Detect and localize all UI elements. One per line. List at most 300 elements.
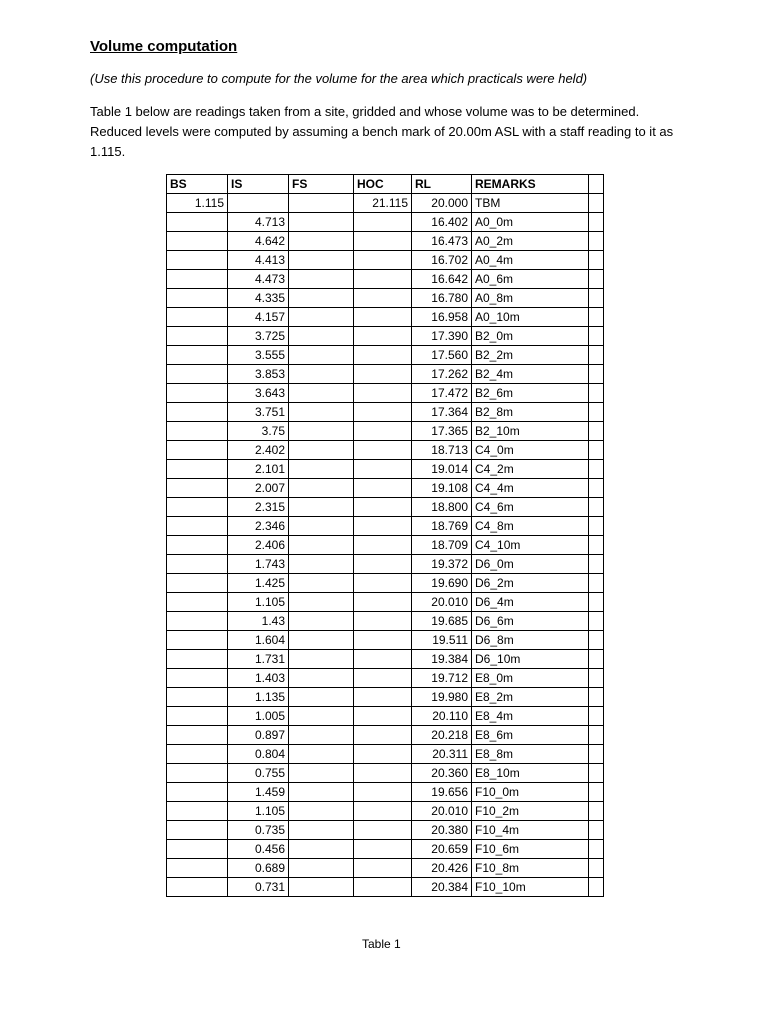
cell-fs [289,270,354,289]
cell-fs [289,498,354,517]
cell-remarks: E8_2m [472,688,589,707]
table-row [167,384,604,403]
cell-rl: 16.702 [412,251,472,270]
cell-hoc [354,840,412,859]
cell-bs [167,555,228,574]
cell-is: 1.425 [228,574,289,593]
cell-extra [589,669,604,688]
cell-bs [167,574,228,593]
cell-extra [589,327,604,346]
cell-fs [289,460,354,479]
cell-remarks: A0_6m [472,270,589,289]
cell-extra [589,289,604,308]
cell-rl: 16.958 [412,308,472,327]
cell-remarks: D6_2m [472,574,589,593]
cell-is: 4.713 [228,213,289,232]
cell-hoc [354,289,412,308]
cell-bs [167,612,228,631]
cell-bs [167,593,228,612]
cell-extra [589,213,604,232]
cell-bs [167,232,228,251]
cell-fs [289,726,354,745]
cell-hoc [354,688,412,707]
cell-extra [589,593,604,612]
table-row [167,422,604,441]
cell-remarks: E8_4m [472,707,589,726]
table-row [167,745,604,764]
cell-hoc [354,517,412,536]
cell-bs [167,707,228,726]
cell-is: 1.604 [228,631,289,650]
cell-is: 4.473 [228,270,289,289]
cell-hoc [354,612,412,631]
cell-is: 1.43 [228,612,289,631]
table-row [167,574,604,593]
cell-extra [589,612,604,631]
cell-hoc [354,498,412,517]
readings-table [166,174,604,897]
table-row [167,232,604,251]
cell-fs [289,631,354,650]
cell-hoc [354,441,412,460]
cell-fs [289,707,354,726]
cell-extra [589,441,604,460]
cell-fs [289,783,354,802]
cell-fs [289,612,354,631]
cell-remarks: B2_2m [472,346,589,365]
cell-hoc [354,593,412,612]
cell-hoc: 21.115 [354,194,412,213]
cell-fs [289,213,354,232]
cell-bs [167,764,228,783]
page-heading: Volume computation [90,38,238,55]
cell-remarks: C4_2m [472,460,589,479]
cell-rl: 19.980 [412,688,472,707]
cell-fs [289,194,354,213]
cell-bs [167,783,228,802]
cell-rl: 17.390 [412,327,472,346]
table-row [167,707,604,726]
cell-rl: 20.010 [412,593,472,612]
cell-fs [289,365,354,384]
cell-rl: 18.800 [412,498,472,517]
cell-remarks: F10_8m [472,859,589,878]
table-row [167,479,604,498]
cell-is: 0.897 [228,726,289,745]
cell-extra [589,346,604,365]
table-row [167,327,604,346]
cell-extra [589,707,604,726]
table-row [167,441,604,460]
cell-is: 0.804 [228,745,289,764]
table-row [167,802,604,821]
cell-hoc [354,745,412,764]
cell-bs [167,498,228,517]
table-row [167,365,604,384]
cell-is: 1.005 [228,707,289,726]
cell-is: 0.689 [228,859,289,878]
cell-rl: 20.426 [412,859,472,878]
table-row [167,194,604,213]
cell-extra [589,650,604,669]
cell-is: 4.413 [228,251,289,270]
cell-hoc [354,213,412,232]
cell-hoc [354,270,412,289]
table-row [167,859,604,878]
cell-hoc [354,669,412,688]
table-row [167,764,604,783]
table-body [167,194,604,897]
cell-rl: 20.380 [412,821,472,840]
cell-fs [289,745,354,764]
cell-rl: 19.014 [412,460,472,479]
cell-extra [589,308,604,327]
cell-fs [289,403,354,422]
cell-bs [167,289,228,308]
table-row [167,460,604,479]
cell-extra [589,802,604,821]
cell-extra [589,574,604,593]
cell-bs [167,669,228,688]
cell-rl: 16.642 [412,270,472,289]
cell-bs [167,726,228,745]
cell-fs [289,232,354,251]
cell-hoc [354,365,412,384]
cell-bs [167,688,228,707]
cell-hoc [354,460,412,479]
procedure-note: (Use this procedure to compute for the volume for the area which practicals were held) [90,71,588,86]
cell-fs [289,441,354,460]
header-remarks: REMARKS [472,175,589,194]
cell-hoc [354,346,412,365]
cell-remarks: B2_10m [472,422,589,441]
cell-extra [589,764,604,783]
table-row [167,213,604,232]
table-row [167,878,604,897]
cell-bs [167,517,228,536]
cell-hoc [354,574,412,593]
cell-fs [289,422,354,441]
cell-remarks: B2_6m [472,384,589,403]
header-bs: BS [167,175,228,194]
table-row [167,726,604,745]
cell-remarks: TBM [472,194,589,213]
cell-is: 2.101 [228,460,289,479]
table-row [167,593,604,612]
cell-extra [589,726,604,745]
cell-extra [589,745,604,764]
cell-is: 0.731 [228,878,289,897]
cell-hoc [354,308,412,327]
table-header-row [167,175,604,194]
cell-fs [289,688,354,707]
header-extra [589,175,604,194]
cell-hoc [354,232,412,251]
cell-hoc [354,327,412,346]
cell-extra [589,232,604,251]
cell-extra [589,365,604,384]
table-row [167,783,604,802]
table-row [167,403,604,422]
cell-bs [167,878,228,897]
cell-bs [167,403,228,422]
table-row [167,536,604,555]
cell-rl: 19.712 [412,669,472,688]
cell-extra [589,631,604,650]
cell-fs [289,574,354,593]
cell-remarks: B2_8m [472,403,589,422]
cell-rl: 17.364 [412,403,472,422]
cell-rl: 20.000 [412,194,472,213]
cell-hoc [354,650,412,669]
cell-rl: 17.472 [412,384,472,403]
header-hoc: HOC [354,175,412,194]
header-is: IS [228,175,289,194]
cell-bs [167,650,228,669]
table-row [167,498,604,517]
cell-hoc [354,384,412,403]
cell-remarks: B2_0m [472,327,589,346]
cell-hoc [354,707,412,726]
cell-rl: 17.262 [412,365,472,384]
cell-fs [289,669,354,688]
cell-rl: 18.769 [412,517,472,536]
cell-fs [289,517,354,536]
table-row [167,840,604,859]
cell-hoc [354,251,412,270]
table-row [167,251,604,270]
table-row [167,270,604,289]
table-row [167,821,604,840]
cell-hoc [354,403,412,422]
cell-bs: 1.115 [167,194,228,213]
cell-is: 4.335 [228,289,289,308]
cell-rl: 17.365 [412,422,472,441]
cell-is: 2.007 [228,479,289,498]
cell-is: 1.403 [228,669,289,688]
cell-rl: 17.560 [412,346,472,365]
cell-is: 1.743 [228,555,289,574]
cell-hoc [354,726,412,745]
header-fs: FS [289,175,354,194]
cell-hoc [354,802,412,821]
cell-hoc [354,631,412,650]
cell-hoc [354,536,412,555]
cell-rl: 16.780 [412,289,472,308]
cell-hoc [354,878,412,897]
cell-remarks: A0_8m [472,289,589,308]
table-row [167,631,604,650]
cell-rl: 20.659 [412,840,472,859]
cell-hoc [354,422,412,441]
cell-is: 4.157 [228,308,289,327]
cell-hoc [354,859,412,878]
cell-extra [589,479,604,498]
cell-bs [167,270,228,289]
cell-fs [289,479,354,498]
cell-remarks: B2_4m [472,365,589,384]
cell-remarks: E8_6m [472,726,589,745]
cell-fs [289,536,354,555]
cell-bs [167,460,228,479]
table-row [167,650,604,669]
cell-is: 0.755 [228,764,289,783]
cell-remarks: D6_0m [472,555,589,574]
cell-bs [167,745,228,764]
cell-extra [589,194,604,213]
table-row [167,612,604,631]
table-caption: Table 1 [362,937,401,951]
table-row [167,308,604,327]
cell-bs [167,365,228,384]
cell-bs [167,308,228,327]
cell-remarks: A0_0m [472,213,589,232]
cell-remarks: E8_8m [472,745,589,764]
cell-is: 2.346 [228,517,289,536]
cell-extra [589,403,604,422]
cell-rl: 20.360 [412,764,472,783]
cell-remarks: D6_8m [472,631,589,650]
cell-rl: 19.656 [412,783,472,802]
cell-hoc [354,764,412,783]
cell-fs [289,327,354,346]
cell-fs [289,308,354,327]
cell-is: 3.75 [228,422,289,441]
cell-fs [289,764,354,783]
cell-rl: 19.690 [412,574,472,593]
cell-remarks: A0_4m [472,251,589,270]
cell-extra [589,536,604,555]
cell-bs [167,346,228,365]
cell-extra [589,498,604,517]
cell-is: 1.105 [228,593,289,612]
cell-bs [167,251,228,270]
cell-hoc [354,821,412,840]
table-row [167,346,604,365]
cell-hoc [354,479,412,498]
cell-is: 3.725 [228,327,289,346]
cell-rl: 19.685 [412,612,472,631]
cell-fs [289,859,354,878]
cell-rl: 19.108 [412,479,472,498]
cell-rl: 20.384 [412,878,472,897]
cell-is: 2.402 [228,441,289,460]
cell-fs [289,384,354,403]
cell-is: 2.406 [228,536,289,555]
cell-rl: 19.372 [412,555,472,574]
cell-remarks: D6_6m [472,612,589,631]
cell-bs [167,821,228,840]
cell-extra [589,555,604,574]
cell-is: 3.853 [228,365,289,384]
cell-fs [289,555,354,574]
cell-bs [167,802,228,821]
cell-bs [167,859,228,878]
cell-remarks: D6_4m [472,593,589,612]
cell-fs [289,821,354,840]
cell-remarks: C4_4m [472,479,589,498]
cell-is: 0.735 [228,821,289,840]
cell-remarks: E8_10m [472,764,589,783]
table-row [167,517,604,536]
cell-rl: 20.010 [412,802,472,821]
cell-rl: 20.311 [412,745,472,764]
cell-fs [289,840,354,859]
cell-remarks: D6_10m [472,650,589,669]
cell-is: 3.751 [228,403,289,422]
cell-fs [289,878,354,897]
cell-fs [289,346,354,365]
cell-rl: 18.709 [412,536,472,555]
cell-remarks: C4_10m [472,536,589,555]
cell-extra [589,384,604,403]
cell-remarks: F10_10m [472,878,589,897]
cell-is: 4.642 [228,232,289,251]
cell-bs [167,384,228,403]
cell-is: 1.731 [228,650,289,669]
description-paragraph: Table 1 below are readings taken from a site, gridded and whose volume was to be determined. Reduced levels were computed by assuming a bench mark of 20.00m ASL with a staff reading to it as 1.115. [90,104,674,159]
cell-fs [289,650,354,669]
cell-is: 3.643 [228,384,289,403]
cell-bs [167,422,228,441]
cell-bs [167,840,228,859]
table-row [167,555,604,574]
cell-bs [167,441,228,460]
cell-remarks: F10_0m [472,783,589,802]
cell-remarks: F10_4m [472,821,589,840]
cell-fs [289,593,354,612]
cell-hoc [354,555,412,574]
cell-rl: 19.384 [412,650,472,669]
cell-remarks: F10_2m [472,802,589,821]
cell-is: 1.459 [228,783,289,802]
cell-remarks: A0_10m [472,308,589,327]
cell-fs [289,802,354,821]
cell-hoc [354,783,412,802]
cell-is: 3.555 [228,346,289,365]
cell-bs [167,479,228,498]
cell-extra [589,840,604,859]
cell-bs [167,327,228,346]
cell-extra [589,460,604,479]
cell-is [228,194,289,213]
cell-extra [589,251,604,270]
cell-remarks: C4_6m [472,498,589,517]
cell-remarks: C4_8m [472,517,589,536]
cell-remarks: F10_6m [472,840,589,859]
cell-rl: 16.402 [412,213,472,232]
cell-bs [167,536,228,555]
cell-is: 0.456 [228,840,289,859]
cell-fs [289,251,354,270]
cell-extra [589,859,604,878]
cell-extra [589,422,604,441]
header-rl: RL [412,175,472,194]
cell-extra [589,783,604,802]
cell-rl: 19.511 [412,631,472,650]
cell-extra [589,517,604,536]
cell-extra [589,878,604,897]
cell-extra [589,688,604,707]
cell-remarks: C4_0m [472,441,589,460]
cell-fs [289,289,354,308]
cell-rl: 18.713 [412,441,472,460]
cell-bs [167,213,228,232]
table-row [167,289,604,308]
cell-remarks: A0_2m [472,232,589,251]
cell-bs [167,631,228,650]
table-row [167,669,604,688]
